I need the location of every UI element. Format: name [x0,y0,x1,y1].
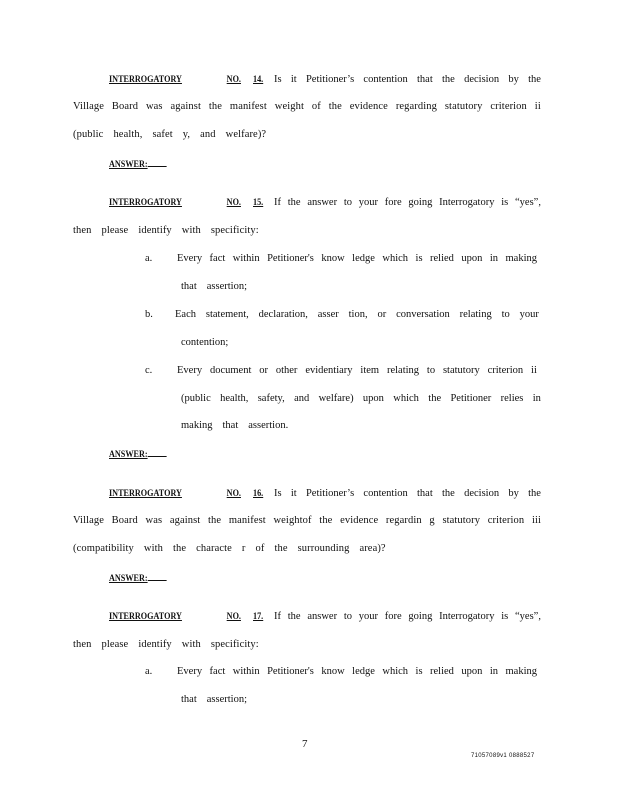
interrogatory-text: Is it Petitioner’s contention that the decision by the [274,74,541,85]
number-label: NO. [226,489,241,499]
interrogatory-heading [109,487,541,501]
body-text-line: (compatibility with the characte r of the surrounding area)? [73,543,386,554]
list-item-line: Every fact within Petitioner's know ledge which is relied upon in making [177,253,537,264]
body-text-line: then please identify with specificity: [73,225,259,236]
body-text-line: then please identify with specificity: [73,639,259,650]
answer-label: ANSWER: [109,571,167,585]
interrogatory-word: INTERROGATORY [109,75,182,85]
list-item-line: Every fact within Petitioner's know ledge which is relied upon in making [177,666,537,677]
interrogatory-word: INTERROGATORY [109,612,182,622]
interrogatory-label [109,197,264,209]
interrogatory-heading [109,73,541,87]
body-text-line: Village Board was against the manifest weightof the evidence regardin g statutory criterion iii [73,515,541,526]
list-item-letter: c. [145,365,153,376]
body-text-line: (public health, safet y, and welfare)? [73,129,267,140]
interrogatory-heading [109,610,541,624]
number-label: NO. [226,198,241,208]
interrogatory-text: Is it Petitioner’s contention that the decision by the [274,488,541,499]
interrogatory-word: INTERROGATORY [109,198,182,208]
number-label: NO. [226,612,241,622]
interrogatory-word: INTERROGATORY [109,489,182,499]
list-item-line: Every document or other evidentiary item relating to statutory criterion ii [177,365,537,376]
list-item-line: making that assertion. [181,420,289,431]
page-number: 7 [302,738,308,750]
document-id: 71057089v1 0888527 [471,753,535,759]
interrogatory-heading [109,196,541,210]
list-item-letter: a. [145,666,153,677]
list-item-line: that assertion; [181,694,247,705]
answer-label: ANSWER: [109,157,167,171]
interrogatory-number: 15. [253,198,264,208]
list-item-line: contention; [181,337,229,348]
interrogatory-number: 14. [253,75,264,85]
interrogatory-number: 17. [253,612,264,622]
interrogatory-label [109,611,264,623]
number-label: NO. [226,75,241,85]
list-item-letter: a. [145,253,153,264]
list-item-letter: b. [145,309,153,320]
body-text-line: Village Board was against the manifest weight of the evidence regarding statutory criterion ii [73,101,541,112]
list-item-line: that assertion; [181,281,247,292]
answer-label: ANSWER: [109,447,167,461]
list-item-line: Each statement, declaration, asser tion, or conversation relating to your [175,309,539,320]
interrogatory-label [109,488,264,500]
interrogatory-label [109,74,264,86]
interrogatory-text: If the answer to your fore going Interrogatory is “yes”, [274,611,541,622]
interrogatory-text: If the answer to your fore going Interrogatory is “yes”, [274,197,541,208]
interrogatory-number: 16. [253,489,264,499]
list-item-line: (public health, safety, and welfare) upon which the Petitioner relies in [181,393,541,404]
